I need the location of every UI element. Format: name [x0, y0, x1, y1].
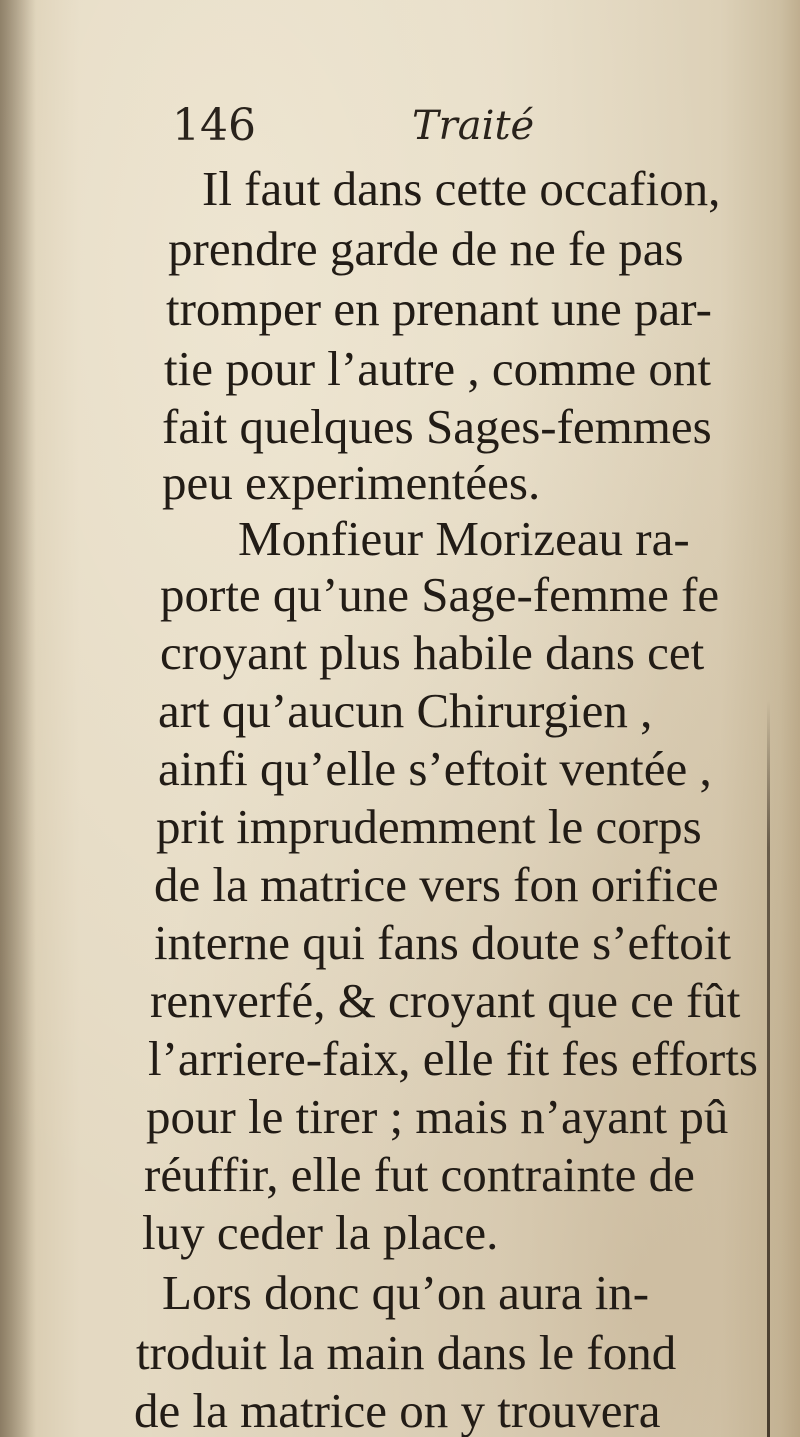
text-line: tromper en prenant une par-: [166, 281, 712, 336]
text-line: pour le tirer ; mais n’ayant pû: [146, 1089, 729, 1144]
text-line: peu experimentées.: [162, 455, 541, 510]
text-line: croyant plus habile dans cet: [160, 625, 705, 680]
text-line: Monfieur Morizeau ra-: [238, 511, 690, 566]
text-line: ainfi qu’elle s’eftoit ventée ,: [158, 741, 712, 796]
text-line: interne qui fans doute s’eftoit: [154, 915, 731, 970]
text-line: Lors donc qu’on aura in-: [162, 1265, 650, 1320]
text-line: tie pour l’autre , comme ont: [164, 341, 711, 396]
running-head: Traité: [412, 103, 535, 149]
text-line: de la matrice vers fon orifice: [154, 857, 719, 912]
page-header: [172, 96, 732, 156]
gutter-shadow: [0, 0, 36, 1437]
text-line: prit imprudemment le corps: [156, 799, 702, 854]
text-line: renverfé, & croyant que ce fût: [150, 973, 741, 1028]
page-number: 146: [172, 100, 256, 151]
text-line: troduit la main dans le fond: [136, 1325, 677, 1380]
text-line: de la matrice on y trouvera: [134, 1383, 661, 1437]
text-line: Il faut dans cette occafion,: [202, 161, 721, 216]
text-line: art qu’aucun Chirurgien ,: [158, 683, 653, 738]
text-line: prendre garde de ne fe pas: [168, 221, 684, 276]
text-line: fait quelques Sages-femmes: [162, 399, 712, 454]
text-line: réuffir, elle fut contrainte de: [144, 1147, 695, 1202]
text-line: luy ceder la place.: [142, 1205, 499, 1260]
page-edge-line: [767, 700, 770, 1437]
text-line: l’arriere-faix, elle fit fes efforts: [148, 1031, 758, 1086]
text-line: porte qu’une Sage-femme fe: [160, 567, 720, 622]
